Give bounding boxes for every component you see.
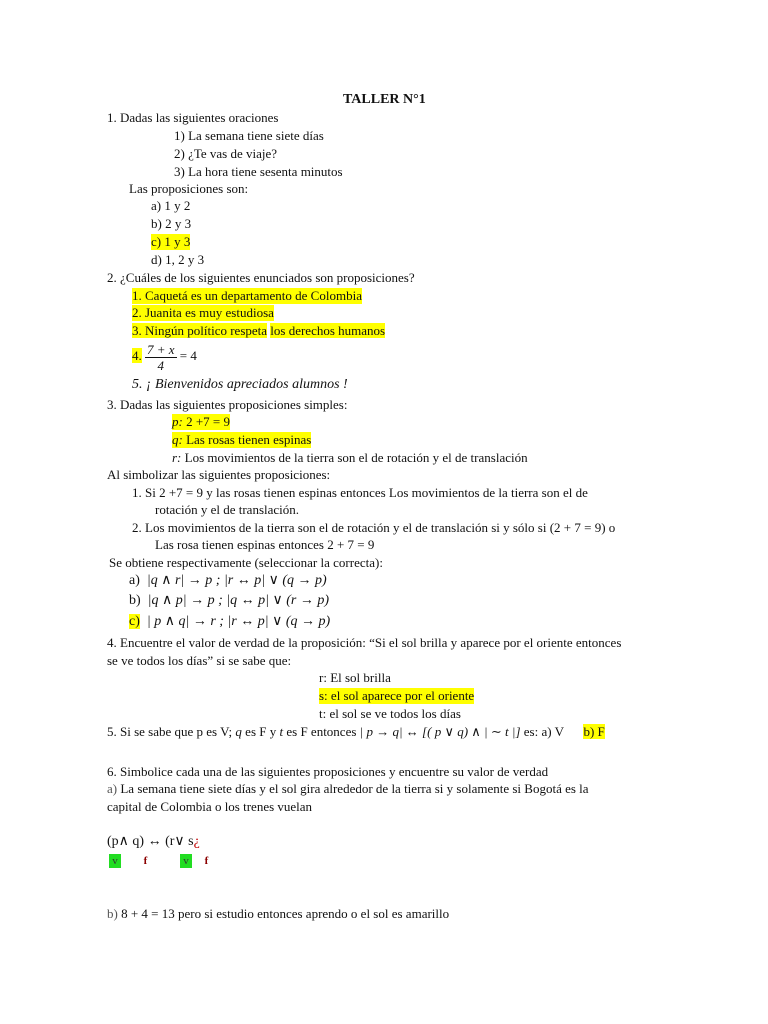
- q4-fact-r: r: El sol brilla: [319, 670, 391, 685]
- q2-item-3: [132, 323, 385, 339]
- q6-truth-marks: [109, 852, 213, 868]
- q3-option-b: [129, 593, 329, 609]
- q6-a-label: a): [107, 781, 118, 796]
- q5-text-b: es F y: [241, 724, 280, 739]
- option-c-label: c): [129, 614, 140, 629]
- q2-item-4-number: 4.: [132, 348, 142, 363]
- q3-option-c: [129, 614, 330, 630]
- truth-mark-v: v: [109, 854, 121, 868]
- option-b-formula: |q ∧ p| → p ; |q ↔ p| ∨ (r → p): [147, 593, 329, 608]
- q1-option-d: d) 1, 2 y 3: [151, 252, 205, 267]
- q6-b-text: 8 + 4 = 13 pero si estudio entonces aprendo o el sol es amarillo: [117, 906, 450, 921]
- q4-prompt-line1: 4. Encuentre el valor de verdad de la proposición: “Si el sol brilla y aparece por el oriente entonces: [107, 635, 622, 650]
- q3-prompt: 3. Dadas las siguientes proposiciones simples:: [107, 397, 348, 412]
- q1-option-a: a) 1 y 2: [151, 198, 191, 213]
- truth-mark-v: v: [180, 854, 192, 868]
- q6-a-line1: [107, 781, 589, 797]
- prop-q-text: Las rosas tienen espinas: [182, 432, 312, 447]
- q5-text-a: 5. Si se sabe que p es V;: [107, 724, 236, 739]
- q2-item-2: 2. Juanita es muy estudiosa: [132, 305, 274, 320]
- page-title: TALLER N°1: [343, 92, 426, 107]
- q5-answer: b) F: [583, 724, 605, 739]
- q2-item-1: 1. Caquetá es un departamento de Colombia: [132, 288, 362, 303]
- q3-statement-1b: rotación y el de translación.: [155, 502, 300, 517]
- q5-t-var: t: [279, 724, 284, 739]
- q5-line: [107, 724, 605, 740]
- q3-statement-1a: 1. Si 2 +7 = 9 y las rosas tienen espinas entonces Los movimientos de la tierra son el de: [132, 485, 588, 500]
- q1-sentence-2: 2) ¿Te vas de viaje?: [174, 146, 278, 161]
- q4-fact-t: t: el sol se ve todos los días: [319, 706, 461, 721]
- q5-text-c: es F entonces: [283, 724, 360, 739]
- q6-a-formula: [107, 834, 200, 850]
- prop-p-label: p:: [172, 414, 183, 429]
- q2-item-4-fraction: [145, 342, 177, 373]
- q4-prompt-line2: se ve todos los días” si se sabe que:: [107, 653, 292, 668]
- prop-r-text: Los movimientos de la tierra son el de rotación y el de translación: [181, 450, 528, 465]
- q2-item-3-part2: los derechos humanos: [270, 323, 386, 338]
- q2-prompt: 2. ¿Cuáles de los siguientes enunciados son proposiciones?: [107, 270, 415, 285]
- option-b-label: b): [129, 593, 141, 608]
- q5-q-var: q: [235, 724, 242, 739]
- truth-mark-f: f: [204, 855, 209, 867]
- q3-statement-2b: Las rosa tienen espinas entonces 2 + 7 = 9: [155, 537, 375, 552]
- option-a-label: a): [129, 573, 140, 588]
- q1-sentence-1: 1) La semana tiene siete días: [174, 128, 324, 143]
- q1-prompt: 1. Dadas las siguientes oraciones: [107, 110, 279, 125]
- option-a-formula: |q ∧ r| → p ; |r ↔ p| ∨ (q → p): [146, 573, 327, 588]
- q1-lead: Las proposiciones son:: [129, 181, 249, 196]
- q3-obtain: Se obtiene respectivamente (seleccionar la correcta):: [109, 555, 383, 570]
- q3-prop-r: [172, 450, 528, 466]
- q1-sentence-3: 3) La hora tiene sesenta minutos: [174, 164, 343, 179]
- q2-item-4: [132, 340, 197, 373]
- q1-option-c: c) 1 y 3: [151, 234, 191, 249]
- prop-q-label: q:: [172, 432, 183, 447]
- q3-statement-2a: 2. Los movimientos de la tierra son el de rotación y el de translación si y sólo si (2 + 7 = 9) o: [132, 520, 616, 535]
- prop-p-text: 2 +7 = 9: [182, 414, 231, 429]
- q3-option-a: [129, 573, 327, 589]
- option-c-formula: | p ∧ q| → r ; |r ↔ p| ∨ (q → p): [146, 614, 331, 629]
- q3-prop-p: [172, 414, 230, 430]
- q6-formula-glyph: ¿: [193, 834, 200, 849]
- q6-b-label: b): [107, 906, 118, 921]
- q2-item-4-rhs: = 4: [179, 348, 197, 363]
- q2-item-5: 5. ¡ Bienvenidos apreciados alumnos !: [132, 377, 348, 392]
- fraction-denominator: 4: [157, 357, 165, 373]
- q6-a-text1: La semana tiene siete días y el sol gira alrededor de la tierra si y solamente si Bogotá es la: [117, 781, 589, 796]
- q6-a-line2: capital de Colombia o los trenes vuelan: [107, 799, 313, 814]
- q6-formula-text: (p∧ q) ↔ (r∨ s: [107, 834, 194, 849]
- truth-mark-f: f: [143, 855, 148, 867]
- q5-formula: | p → q| ↔ [( p ∨ q) ∧ | ∼ t |]: [359, 724, 521, 739]
- q5-text-d: es: a) V: [523, 724, 564, 739]
- q6-prompt: 6. Simbolice cada una de las siguientes proposiciones y encuentre su valor de verdad: [107, 764, 549, 779]
- q3-prop-q: [172, 432, 311, 448]
- q4-fact-s: s: el sol aparece por el oriente: [319, 688, 475, 703]
- q2-item-3-part1: 3. Ningún político respeta: [132, 323, 268, 338]
- q3-lead: Al simbolizar las siguientes proposiciones:: [107, 467, 331, 482]
- q6-b-line: [107, 906, 449, 922]
- prop-r-label: r:: [172, 450, 182, 465]
- q1-option-b: b) 2 y 3: [151, 216, 192, 231]
- fraction-numerator: 7 + x: [147, 341, 175, 357]
